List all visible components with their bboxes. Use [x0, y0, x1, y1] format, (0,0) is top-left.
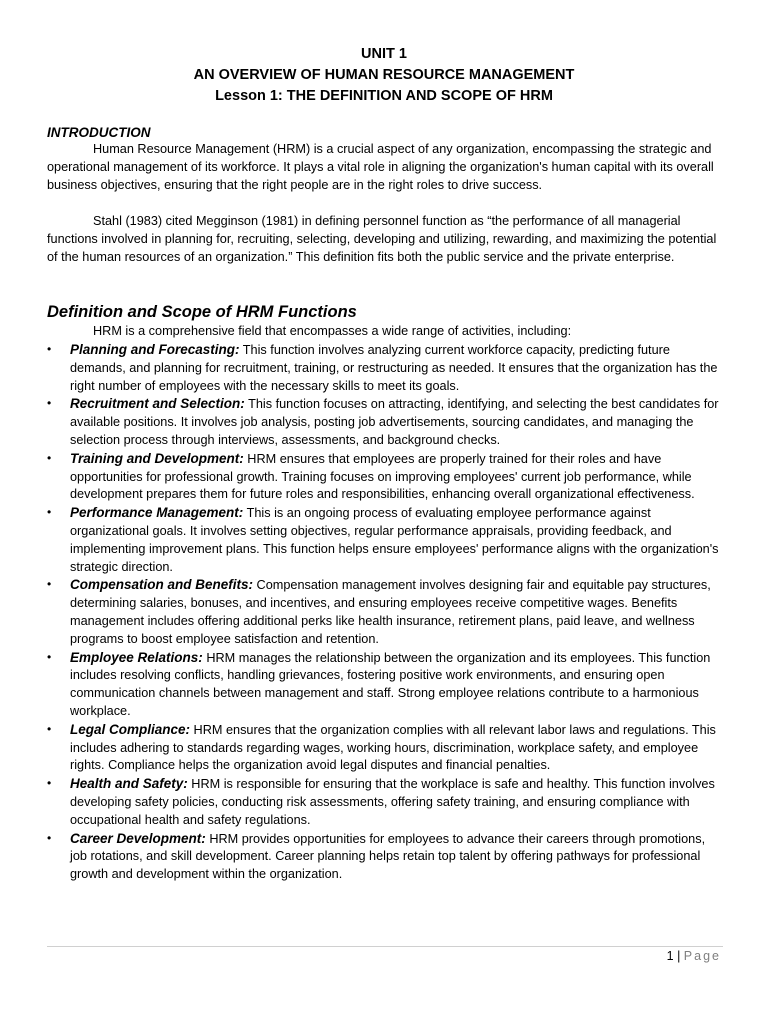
bullet-icon: • [47, 721, 52, 736]
bullet-icon: • [47, 577, 52, 592]
bullet-icon: • [47, 830, 52, 845]
list-item-health-safety [47, 775, 723, 829]
introduction-paragraph-2: Stahl (1983) cited Megginson (1981) in defining personnel function as “the performance of all managerial functions involved in planning for, recruiting, selecting, developing and utilizing, rewarding, and maximizing the potential of the human resources of an organization.” This definition fits both the public service and the private enterprise. [47, 214, 717, 264]
item-text: This is an ongoing process of evaluating employee performance against organizational goals. It involves setting objectives, regular performance appraisals, providing feedback, and implementing improvement plans. This function helps ensure employees' performance aligns with the organization's strategic direction. [70, 506, 719, 574]
item-term: Employee Relations: [70, 649, 203, 665]
item-term: Career Development: [70, 830, 206, 846]
footer-separator: | [673, 949, 684, 963]
item-text: HRM ensures that the organization complies with all relevant labor laws and regulations. This includes adhering to standards regarding wages, working hours, discrimination, workplace safety, and employee rights. Compliance helps the organization avoid legal disputes and financial penalties. [70, 722, 716, 773]
item-text: This function involves analyzing current workforce capacity, predicting future demands, and planning for recruitment, training, or restructuring as needed. It ensures that the organization has the right number of employees with the necessary skills to meet its goals. [70, 343, 718, 393]
item-term: Compensation and Benefits: [70, 577, 254, 593]
bullet-icon: • [47, 505, 52, 520]
page-number: 1 [666, 949, 674, 963]
list-item-career-development [47, 830, 723, 884]
section-title: Definition and Scope of HRM Functions [47, 303, 357, 321]
bullet-icon: • [47, 450, 52, 465]
unit-heading: UNIT 1 [361, 46, 407, 62]
list-item-legal-compliance [47, 721, 723, 775]
item-term: Training and Development: [70, 450, 244, 466]
footer-divider [47, 946, 723, 947]
item-text: HRM manages the relationship between the organization and its employees. This function includes resolving conflicts, handling grievances, fostering positive work environments, and ensuring open communication channels between management and staff. Strong employee relations contribute to a harmonious workplace. [70, 650, 711, 718]
bullet-icon: • [47, 776, 52, 791]
introduction-paragraph-1: Human Resource Management (HRM) is a crucial aspect of any organization, encompassing the strategic and operational management of its workforce. It plays a vital role in aligning the organization's human capital with its overall business objectives, ensuring that the right people are in the right roles to drive success. [47, 142, 714, 192]
item-term: Health and Safety: [70, 776, 188, 792]
lesson-title: Lesson 1: THE DEFINITION AND SCOPE OF HRM [215, 88, 553, 104]
list-item-training [47, 450, 723, 504]
bullet-icon: • [47, 342, 52, 356]
item-term: Legal Compliance: [70, 721, 191, 737]
bullet-icon: • [47, 396, 52, 411]
unit-title: AN OVERVIEW OF HUMAN RESOURCE MANAGEMENT [193, 67, 575, 83]
list-item-recruitment [47, 395, 723, 449]
item-text: This function focuses on attracting, identifying, and selecting the best candidates for available positions. It involves job analysis, posting job advertisements, sourcing candidates, and managing the selection process through interviews, assessments, and background checks. [70, 397, 719, 447]
list-item-performance [47, 504, 723, 576]
page-footer [667, 947, 721, 965]
item-term: Planning and Forecasting: [70, 342, 240, 357]
list-item-compensation [47, 576, 723, 648]
item-term: Performance Management: [70, 505, 244, 521]
list-item-planning [47, 341, 723, 395]
hrm-functions-list [47, 341, 723, 884]
section-intro: HRM is a comprehensive field that encompasses a wide range of activities, including: [93, 324, 572, 338]
item-text: HRM is responsible for ensuring that the workplace is safe and healthy. This function involves developing safety policies, conducting risk assessments, offering safety training, and ensuring compliance with occupational health and safety regulations. [70, 777, 715, 827]
item-text: HRM provides opportunities for employees to advance their careers through promotions, job rotations, and skill development. Career planning helps retain top talent by offering pathways for professional growth and development within the organization. [70, 831, 706, 882]
item-term: Recruitment and Selection: [70, 396, 245, 412]
bullet-icon: • [47, 649, 52, 664]
item-text: HRM ensures that employees are properly trained for their roles and have opportunities for professional growth. Training focuses on improving employees' current job performance, while development prepares them for future roles and responsibilities, enhancing overall organizational effectiveness. [70, 451, 695, 502]
page-label: Page [683, 949, 721, 963]
item-text: Compensation management involves designing fair and equitable pay structures, determining salaries, bonuses, and incentives, and ensuring employees receive competitive wages. Benefits management includes offering additional perks like health insurance, retirement plans, paid leave, and wellness programs to boost employee satisfaction and retention. [70, 578, 711, 646]
introduction-heading: INTRODUCTION [47, 125, 151, 140]
list-item-employee-relations [47, 649, 723, 721]
